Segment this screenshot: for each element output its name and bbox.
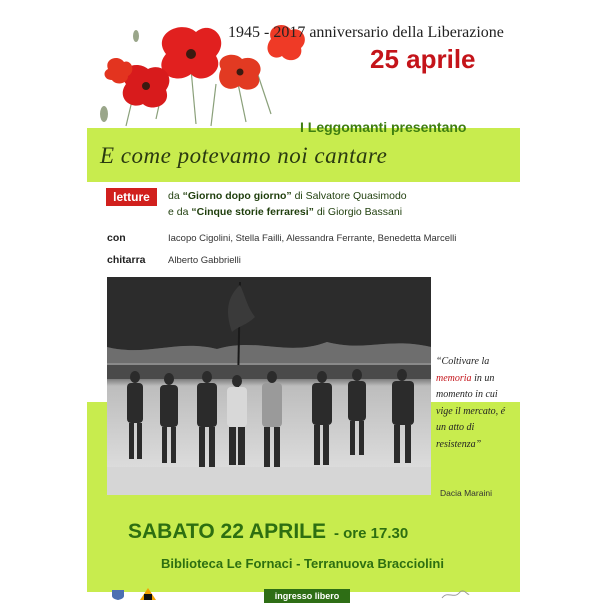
free-entry-badge: ingresso libero	[264, 589, 350, 603]
chitarra-label: chitarra	[107, 254, 146, 266]
poppy-3	[219, 55, 260, 90]
event-venue: Biblioteca Le Fornaci - Terranuova Bracciolini	[161, 556, 444, 571]
date-headline: 25 aprile	[370, 44, 476, 74]
con-value: Iacopo Cigolini, Stella Failli, Alessandra Ferrante, Benedetta Marcelli	[168, 233, 457, 244]
municipality-crest-icon	[110, 588, 126, 600]
reading-line-1: da “Giorno dopo giorno” di Salvatore Quasimodo	[168, 190, 407, 202]
event-date: SABATO 22 APRILE	[128, 520, 326, 543]
reading-line-2: e da “Cinque storie ferraresi” di Giorgio Bassani	[168, 206, 403, 218]
con-label: con	[107, 232, 126, 244]
chitarra-value: Alberto Gabbrielli	[168, 255, 241, 266]
quote-highlight: memoria	[436, 372, 472, 384]
letture-badge: letture	[106, 188, 157, 206]
poppy-1	[161, 27, 221, 78]
show-title: E come potevamo noi cantare	[100, 143, 388, 168]
quote-author: Dacia Maraini	[440, 488, 492, 498]
signature-logo-icon	[440, 588, 470, 600]
event-datetime	[128, 520, 408, 544]
liberation-march-photo	[107, 277, 431, 495]
quote-text: “Coltivare la memoria in un momento in cui vige il mercato, é un atto di resistenza”	[436, 356, 506, 450]
presenters-text: I Leggomanti presentano	[300, 119, 467, 135]
event-time: - ore 17.30	[333, 525, 409, 542]
library-logo-icon	[138, 588, 158, 600]
anniversary-text: 1945 - 2017 anniversario della Liberazione	[228, 24, 504, 41]
